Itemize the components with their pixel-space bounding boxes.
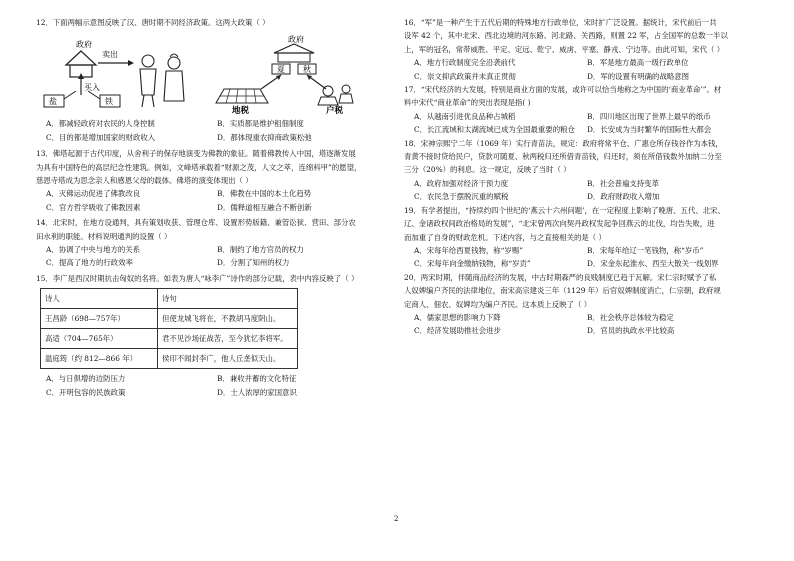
q14-options xyxy=(36,243,388,270)
q15-option-a: A．与日俱增的边防压力 xyxy=(46,374,126,384)
table-header-row xyxy=(41,289,298,309)
q12-option-c: C．目的都是增加国家的财政收入 xyxy=(46,132,156,142)
fig1-buy-label: 买入 xyxy=(84,83,100,93)
q16-line-2: 设军 42 个，其中北宋、西北边境的河东路、河北路、关西路，则置 22 军，占全国军的总数一半以 xyxy=(404,31,728,41)
q16-options xyxy=(404,56,760,83)
q18-option-d: D．政府财政收入增加 xyxy=(587,192,660,202)
q19-option-c: C．宋每年向金缴纳钱物，称“岁贡” xyxy=(414,259,531,269)
q18-line-3: 三分（20%）的利息。这一规定，反映了当时（ ） xyxy=(404,165,571,175)
fig2-autumn-label: 秋 xyxy=(303,65,311,75)
question-14 xyxy=(36,216,388,270)
table-cell-poet: 高适（704—765年） xyxy=(41,329,158,349)
question-20 xyxy=(404,271,760,338)
question-19 xyxy=(404,204,760,271)
q18-line-1: 18．宋神宗熙宁二年（1069 年）实行青苗法，规定：政府将常平仓、广惠仓所存钱谷作为本钱， xyxy=(404,138,723,148)
table-cell-poem: 但使龙城飞将在，不教胡马度阴山。 xyxy=(158,309,298,329)
q17-line-2: 料中宋代“商业革命”的突出表现是指( ) xyxy=(404,98,531,108)
q17-option-b: B．四川地区出现了世界上最早的纸币 xyxy=(587,111,711,121)
q16-option-a: A．地方行政制度完全沿袭前代 xyxy=(414,58,516,68)
fig1-gov-label: 政府 xyxy=(76,40,92,50)
question-16 xyxy=(404,16,760,83)
fig1-roof-icon xyxy=(66,51,96,65)
q18-option-b: B．社会普遍支持变革 xyxy=(587,178,659,188)
q19-line-2: 辽、金诸政权间政治格局的发展”，“北宋曾两次向契丹政权发起争回燕云的北伐，均告失败，进 xyxy=(404,219,715,229)
q16-option-d: D．军的设置有明确的战略意图 xyxy=(587,71,690,81)
question-15 xyxy=(36,272,388,399)
q14-option-d: D．分割了知州的权力 xyxy=(217,258,290,268)
q13-option-d: D．儒释道相互融合不断创新 xyxy=(217,202,312,212)
q13-line-1: 13．佛塔起源于古代印度，从舍利子的保存地演变为佛教的象征。随着佛教传入中国，塔逐渐发展 xyxy=(36,149,356,159)
fig2-building-icon xyxy=(278,53,310,62)
fig1-salt-label: 盐 xyxy=(49,97,57,107)
table-cell-poem: 侯印不闻封李广，他人丘垄似天山。 xyxy=(158,349,298,369)
table-cell-poet: 王昌龄（698—757年） xyxy=(41,309,158,329)
table-header-poet: 诗人 xyxy=(41,289,158,309)
q14-line-2: 田水利的职能。材料说明通判的设置（ ） xyxy=(36,231,172,241)
q12-option-d: D．都体现重农抑商政策松弛 xyxy=(217,132,312,142)
fig2-summer-label: 夏 xyxy=(277,65,285,75)
q17-option-a: A．从越南引进优良品种占城稻 xyxy=(414,111,516,121)
q16-option-b: B．军是地方最高一级行政单位 xyxy=(587,58,689,68)
question-13 xyxy=(36,147,388,214)
q12-option-b: B．实质都是维护租佃制度 xyxy=(217,119,304,129)
q17-options xyxy=(404,110,760,137)
q17-option-c: C．长江流域和太湖流域已成为全国最重要的粮仓 xyxy=(414,125,575,135)
table-row xyxy=(41,349,298,369)
q14-option-c: C．提高了地方的行政效率 xyxy=(46,258,133,268)
q13-options xyxy=(36,187,388,214)
q15-option-d: D．士人浓厚的家国意识 xyxy=(217,387,297,397)
q15-poem-table xyxy=(40,288,298,369)
table-cell-poem: 君不见沙场征战苦，至今犹忆李将军。 xyxy=(158,329,298,349)
q18-option-a: A．政府加强对经济干预力度 xyxy=(414,178,509,188)
page-number: 2 xyxy=(394,515,399,523)
q12-option-a: A．都减轻政府对农民的人身控制 xyxy=(46,119,155,129)
q19-option-b: B．宋每年给辽一笔钱物，称“岁币” xyxy=(587,245,704,255)
q19-options xyxy=(404,244,760,271)
q20-option-b: B．社会秩序总体较为稳定 xyxy=(587,312,674,322)
q20-line-2: 人奴婢编户齐民的法律地位，南宋高宗建炎三年（1129 年）后官奴婢制度消亡，仁宗朝，政府规 xyxy=(404,286,721,296)
q20-line-1: 20．两宋时期，伴随商品经济的发展，中古时期森严的良贱制度已趋于瓦解。宋仁宗时赋予了私 xyxy=(404,272,717,282)
table-header-poem: 诗句 xyxy=(158,289,298,309)
fig2-land-tax-label: 地税 xyxy=(232,106,250,116)
table-row xyxy=(41,329,298,349)
q20-option-c: C．经济发展助推社会进步 xyxy=(414,326,501,336)
q14-line-1: 14．北宋时，在地方设通判，具有策划收获、管理仓库、设置形势版籍、兼管讼狱、营田、部分农 xyxy=(36,218,356,228)
q20-option-d: D．官员的执政水平比较高 xyxy=(587,326,675,336)
fig2-household-icon xyxy=(318,85,353,105)
q20-options xyxy=(404,311,760,338)
fig2-roof-icon xyxy=(274,44,314,53)
q13-option-c: C．官方哲学吸收了佛教因素 xyxy=(46,202,141,212)
q15-option-c: C．开明包容的民族政策 xyxy=(46,387,126,397)
question-17 xyxy=(404,83,760,137)
q16-line-1: 16．“军”是一种产生于五代后期的特殊地方行政单位，宋时扩广泛设置。据统计，宋代前后一共 xyxy=(404,18,717,27)
q16-option-c: C．崇文抑武政策并未真正贯彻 xyxy=(414,71,516,81)
q17-option-d: D．长安成为当时繁华的国际性大都会 xyxy=(587,125,712,135)
q15-stem: 15．李广是西汉时期抗击匈奴的名将。如表为唐人“咏李广”诗作的部分记载，表中内容反映了（ ） xyxy=(36,273,359,283)
table-row xyxy=(41,309,298,329)
q19-option-a: A．宋每年给西夏钱物，称“岁赐” xyxy=(414,245,523,255)
left-column xyxy=(36,16,388,399)
q18-option-c: C．农民急于摆脱沉重的赋税 xyxy=(414,192,509,202)
table-cell-poet: 温庭筠（约 812—866 年） xyxy=(41,349,158,369)
q18-line-2: 青黄不接时贷给民户，贷款可随夏、秋两税归还所借青苗钱，归还时，须在所借钱数外加纳二分至 xyxy=(404,152,722,162)
fig2-gov-label: 政府 xyxy=(288,35,304,45)
q17-line-1: 17．“宋代经济的大发展，特别是商业方面的发展，或许可以恰当地称之为中国的‘商业革命’”。材 xyxy=(404,85,722,95)
fig2-field-icon xyxy=(216,89,268,103)
q15-options xyxy=(36,372,388,399)
q20-option-a: A．儒家思想的影响力下降 xyxy=(414,312,501,322)
fig1-salt-iron-monopoly xyxy=(44,39,184,107)
q19-option-d: D．宋金东起淮水、西至大散关一线划界 xyxy=(587,259,719,269)
q13-option-b: B．佛教在中国的本土化趋势 xyxy=(217,189,312,199)
fig1-people-icon xyxy=(140,54,184,107)
fig2-two-tax-system xyxy=(216,34,353,115)
q20-line-3: 定商人、佃农、奴婢均为编户齐民。这本质上反映了（ ） xyxy=(404,299,592,309)
fig1-sell-label: 卖出 xyxy=(102,50,118,60)
q18-options xyxy=(404,177,760,204)
q12-options xyxy=(36,117,388,144)
q13-line-3: 慈恩寺塔成为思念亲人和感恩父母的载体。佛塔的演变体现出（ ） xyxy=(36,176,253,186)
q13-line-2: 为具有中国特色的高层纪念性建筑。例如，文峰塔承载着“财源之茂，人文之萃，连绵科甲”的愿望， xyxy=(36,162,362,172)
right-column xyxy=(404,16,760,338)
question-12 xyxy=(36,16,388,144)
q16-line-3: 上，军的冠名，常带威胜、平定、定远、乾宁、威虏、平塞、静戎、宁边等。由此可知，宋代（ ） xyxy=(404,44,725,54)
q19-line-1: 19．有学者提出，“持续约四个世纪的‘燕云十六州问题’，在一定程度上影响了晚唐、五代、北宋、 xyxy=(404,205,725,215)
q12-stem: 12．下面两幅示意图反映了汉、唐时期不同经济政策。这两大政策（ ） xyxy=(36,18,270,27)
q14-option-a: A．协调了中央与地方的关系 xyxy=(46,245,141,255)
question-18 xyxy=(404,137,760,204)
q15-option-b: B．兼收并蓄的文化特征 xyxy=(217,374,297,384)
q19-line-3: 而加重了自身的财政危机。下述内容，与之直接相关的是（ ） xyxy=(404,232,606,242)
q12-illustration xyxy=(36,33,386,115)
q13-option-a: A．灭佛运动促进了佛教改良 xyxy=(46,189,141,199)
fig1-iron-label: 铁 xyxy=(105,97,113,107)
fig2-household-tax-label: 户税 xyxy=(326,106,344,116)
q14-option-b: B．制约了地方官员的权力 xyxy=(217,245,304,255)
q12-figures xyxy=(36,33,388,115)
